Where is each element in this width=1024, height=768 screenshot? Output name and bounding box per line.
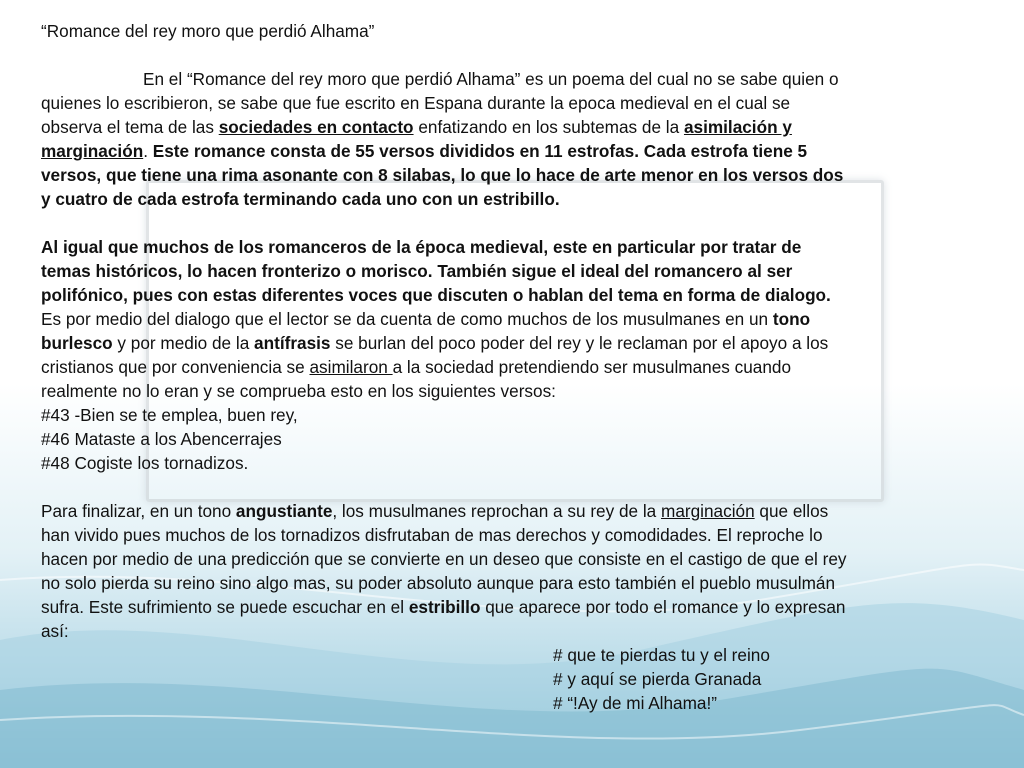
text-line: marginación. Este romance consta de 55 versos divididos en 11 estrofas. Cada estrofa tiene 5 [41, 141, 808, 161]
term-angustiante: angustiante [235, 501, 333, 521]
text-line: versos, que tiene una rima asonante con 8 silabas, lo que lo hace de arte menor en los versos dos [41, 165, 844, 185]
term-tono: tono [772, 309, 811, 329]
text-line: no solo pierda su reino sino algo mas, su poder absoluto aunque para esto también el pueblo musulmán [41, 573, 835, 593]
term-burlesco: burlesco [41, 333, 113, 353]
term-antifrasis: antífrasis [254, 333, 331, 353]
text-line: realmente no lo eran y se comprueba esto en los siguientes versos: [41, 381, 556, 401]
text-line: Para finalizar, en un tono angustiante, los musulmanes reprochan a su rey de la marginación que ellos [41, 501, 829, 521]
paragraph-3 [41, 499, 991, 643]
term-marginacion: marginación [41, 141, 144, 161]
text-line: temas históricos, lo hacen fronterizo o morisco. También sigue el ideal del romancero al ser [41, 261, 793, 281]
chorus-verses [41, 643, 991, 715]
text-line: Es por medio del dialogo que el lector se da cuenta de como muchos de los musulmanes en un tono [41, 309, 811, 329]
term-marginacion-2: marginación [661, 501, 755, 521]
text-line: así: [41, 621, 69, 641]
verse-quote: #48 Cogiste los tornadizos. [41, 453, 249, 473]
term-asimilacion: asimilación y [683, 117, 792, 137]
term-asimilaron: asimilaron [309, 357, 393, 377]
term-estribillo: estribillo [408, 597, 481, 617]
document-body [41, 19, 991, 715]
text-line: observa el tema de las sociedades en contacto enfatizando en los subtemas de la asimilación y [41, 117, 792, 137]
document-title: “Romance del rey moro que perdió Alhama” [41, 21, 375, 41]
chorus-line: # “!Ay de mi Alhama!” [553, 693, 717, 713]
verse-quote: #46 Mataste a los Abencerrajes [41, 429, 282, 449]
text-line: Al igual que muchos de los romanceros de la época medieval, este en particular por tratar de [41, 237, 802, 257]
paragraph-2 [41, 235, 991, 475]
text-line: quienes lo escribieron, se sabe que fue escrito en Espana durante la epoca medieval en el cual se [41, 93, 791, 113]
text-line: hacen por medio de una predicción que se convierte en un deseo que consiste en el castigo de que el rey [41, 549, 847, 569]
text-line: han vivido pues muchos de los tornadizos disfrutaban de mas derechos y comodidades. El reproche lo [41, 525, 823, 545]
chorus-line: # que te pierdas tu y el reino [553, 645, 770, 665]
chorus-line: # y aquí se pierda Granada [553, 669, 762, 689]
text-line: y cuatro de cada estrofa terminando cada uno con un estribillo. [41, 189, 560, 209]
paragraph-1 [41, 67, 991, 211]
term-sociedades: sociedades en contacto [218, 117, 414, 137]
text-line: cristianos que por conveniencia se asimilaron a la sociedad pretendiendo ser musulmanes cuando [41, 357, 792, 377]
text-line: polifónico, pues con estas diferentes voces que discuten o hablan del tema en forma de dialogo. [41, 285, 831, 305]
text-line: En el “Romance del rey moro que perdió Alhama” es un poema del cual no se sabe quien o [143, 69, 839, 89]
text-line: burlesco y por medio de la antífrasis se burlan del poco poder del rey y le reclaman por el apoyo a los [41, 333, 829, 353]
verse-quote: #43 -Bien se te emplea, buen rey, [41, 405, 298, 425]
text-line: sufra. Este sufrimiento se puede escuchar en el estribillo que aparece por todo el romance y lo expresan [41, 597, 846, 617]
